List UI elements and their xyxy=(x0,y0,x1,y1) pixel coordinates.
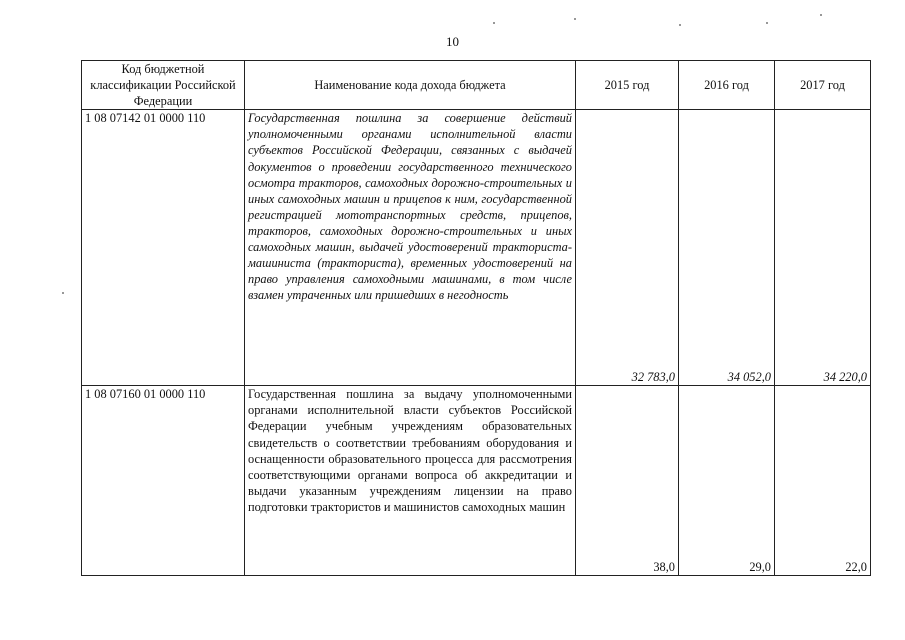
table-header-row xyxy=(82,61,871,110)
row-value-2016: 29,0 xyxy=(679,386,775,576)
scan-speck xyxy=(493,22,495,24)
budget-revenue-table xyxy=(81,60,871,576)
header-2016: 2016 год xyxy=(679,61,775,110)
row-code: 1 08 07160 01 0000 110 xyxy=(82,386,245,576)
table-row xyxy=(82,386,871,576)
scan-speck xyxy=(574,18,576,20)
header-code: Код бюджетной классификации Российской Федерации xyxy=(82,61,245,110)
scan-speck xyxy=(679,24,681,26)
row-value-2017: 34 220,0 xyxy=(775,110,871,386)
row-value-2016: 34 052,0 xyxy=(679,110,775,386)
header-2017: 2017 год xyxy=(775,61,871,110)
row-name: Государственная пошлина за выдачу уполномоченными органами исполнительной власти субъектов Российской Федерации учебным учреждениям образовательных свидетельств о соответствии требованиям оборудования и оснащенности образовательного процесса для рассмотрения соответствующими органами вопроса об аккредитации и выдачи указанным учреждениям лицензии на право подготовки трактористов и машинистов самоходных машин xyxy=(245,386,576,576)
header-2015: 2015 год xyxy=(576,61,679,110)
row-value-2017: 22,0 xyxy=(775,386,871,576)
header-name: Наименование кода дохода бюджета xyxy=(245,61,576,110)
page-number: 10 xyxy=(446,34,459,49)
table-row xyxy=(82,110,871,386)
scan-speck xyxy=(820,14,822,16)
row-code: 1 08 07142 01 0000 110 xyxy=(82,110,245,386)
scan-speck xyxy=(766,22,768,24)
row-name: Государственная пошлина за совершение действий уполномоченными органами исполнительной власти субъектов Российской Федерации, связанных с выдачей документов о проведении государственного технического осмотра тракторов, самоходных дорожно-строительных и иных самоходных машин и прицепов к ним, государственной регистрацией мототранспортных средств, прицепов, тракторов, самоходных дорожно-строительных и иных самоходных машин, выдачей удостоверений тракториста-машиниста (тракториста), временных удостоверений на право управления самоходными машинами, в том числе взамен утраченных или пришедших в негодность xyxy=(245,110,576,386)
row-value-2015: 38,0 xyxy=(576,386,679,576)
row-value-2015: 32 783,0 xyxy=(576,110,679,386)
scan-speck xyxy=(62,292,64,294)
